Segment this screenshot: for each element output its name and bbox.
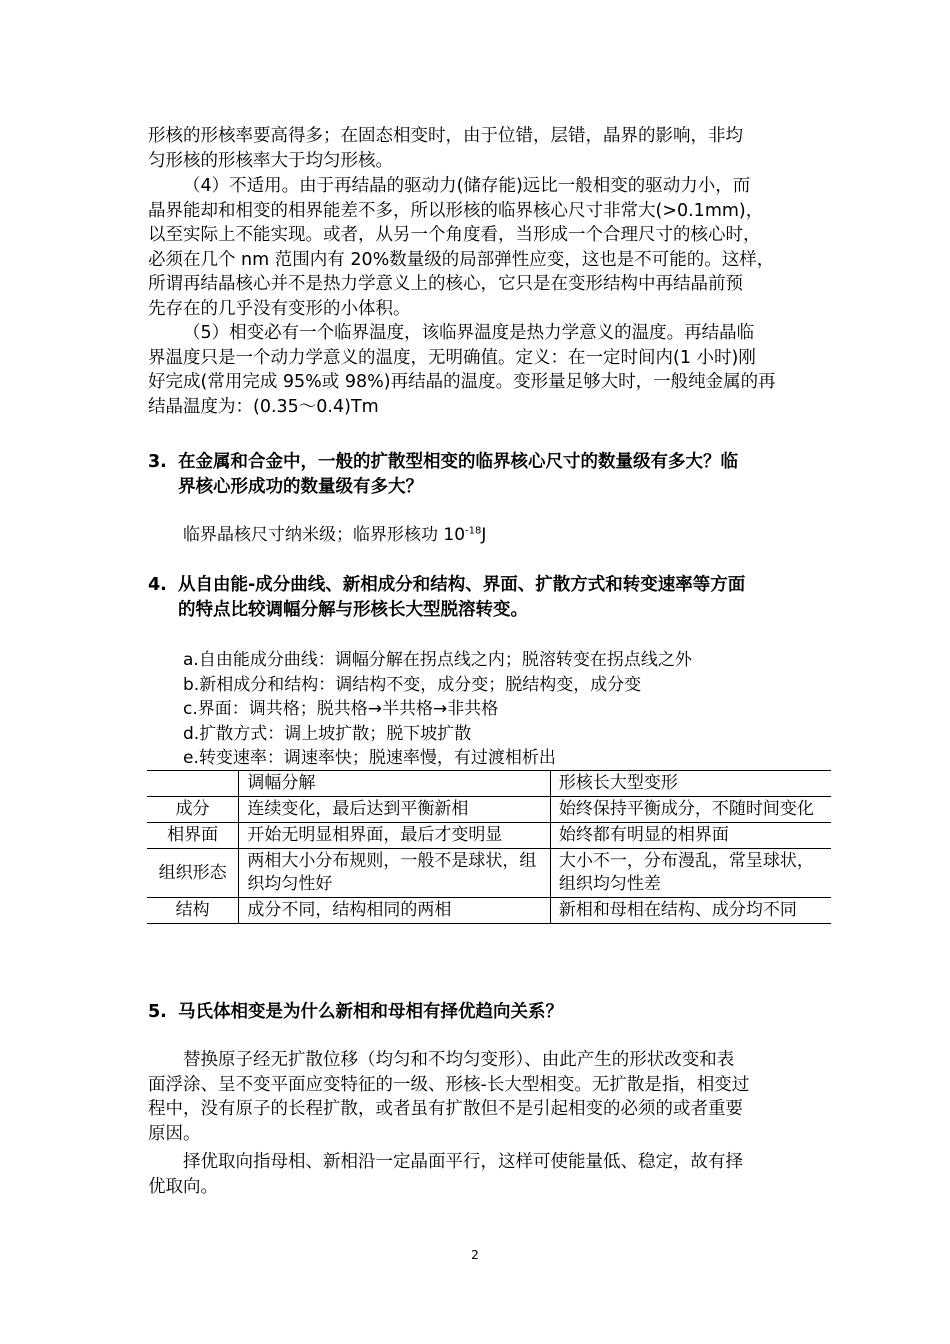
table-row: 组织形态 两相大小分布规则，一般不是球状，组织均匀性好 大小不一，分布漫乱，常呈球状，组织均匀性差 — [147, 849, 831, 898]
paragraph-point-4: （4）不适用。由于再结晶的驱动力(储存能)远比一般相变的驱动力小，而 晶界能却和相变的相界能差不多，所以形核的临界核心尺寸非常大(>0.1mm)， 以至实际上不能实现。或者，从另一个角度看，当形成一个合理尺寸的核心时， 必须在几个 nm 范围内有 20%数量级的局部弹性应变，这也是不可能的。这样， 所谓再结晶核心并不是热力学意义上的核心，它只是在变形结构中再结晶前预 先存在的几乎没有变形的小体积。 — [148, 176, 775, 319]
table-row: 相界面 开始无明显相界面，最后才变明显 始终都有明显的相界面 — [147, 823, 831, 849]
answer-5-paragraph-2: 择优取向指母相、新相沿一定晶面平行，这样可使能量低、稳定，故有择 优取向。 — [148, 1152, 743, 1197]
paragraph-point-5: （5）相变必有一个临界温度，该临界温度是热力学意义的温度。再结晶临 界温度只是一个动力学意义的温度，无明确值。定义：在一定时间内(1 小时)刚 好完成(常用完成 95%或 98%)再结晶的温度。变形量足够大时，一般纯金属的再 结晶温度为：(0.35～0.4)Tm — [148, 323, 776, 417]
comparison-table — [147, 770, 831, 924]
answer-4-list — [183, 648, 692, 771]
table-header-row: 调幅分解 形核长大型变形 — [147, 771, 831, 797]
table-row: 结构 成分不同，结构相同的两相 新相和母相在结构、成分均不同 — [147, 898, 831, 924]
paragraph-continuation: 形核的形核率要高得多；在固态相变时，由于位错，层错，晶界的影响，非均 匀形核的形核率大于均匀形核。 — [148, 126, 743, 171]
question-3: 3. 在金属和合金中，一般的扩散型相变的临界核心尺寸的数量级有多大？临 界核心形成功的数量级有多大？ — [148, 452, 738, 497]
list-item: c.界面：调共格；脱共格→半共格→非共格 — [183, 699, 499, 719]
list-item: b.新相成分和结构：调结构不变，成分变；脱结构变，成分变 — [183, 674, 642, 695]
page-number: 2 — [471, 1248, 479, 1262]
question-5: 5. 马氏体相变是为什么新相和母相有择优趋向关系？ — [148, 1002, 563, 1022]
list-item: e.转变速率：调速率快；脱速率慢，有过渡相析出 — [183, 748, 556, 768]
answer-3: 临界晶核尺寸纳米级；临界形核功 $10^{-18}J$ — [183, 525, 487, 545]
list-item: d.扩散方式：调上坡扩散；脱下坡扩散 — [183, 723, 472, 744]
table-row: 成分 连续变化，最后达到平衡新相 始终保持平衡成分，不随时间变化 — [147, 797, 831, 823]
list-item: a.自由能成分曲线：调幅分解在拐点线之内；脱溶转变在拐点线之外 — [183, 650, 692, 670]
question-4: 4. 从自由能-成分曲线、新相成分和结构、界面、扩散方式和转变速率等方面 的特点比较调幅分解与形核长大型脱溶转变。 — [148, 575, 746, 620]
answer-5-paragraph-1: 替换原子经无扩散位移（均匀和不均匀变形）、由此产生的形状改变和表 面浮涂、呈不变平面应变特征的一级、形核-长大型相变。无扩散是指，相变过 程中，没有原子的长程扩散，或者虽有扩散但不是引起相变的必须的或者重要 原因。 — [148, 1050, 750, 1144]
